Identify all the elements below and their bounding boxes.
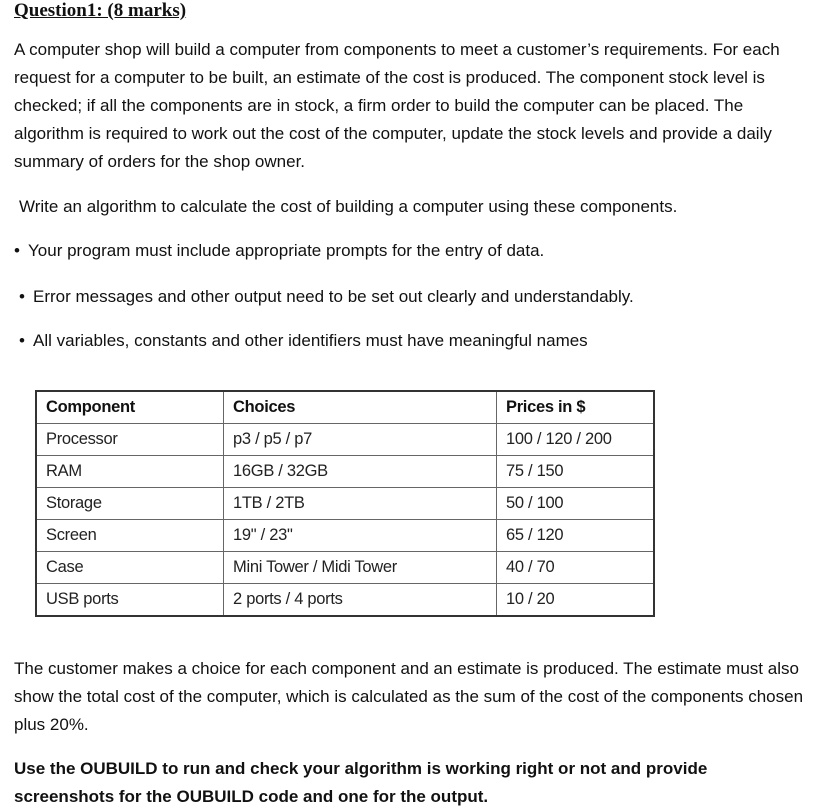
bullet-icon: • <box>14 241 20 260</box>
header-choices: Choices <box>224 391 497 424</box>
requirement-text: Your program must include appropriate prompts for the entry of data. <box>28 241 545 260</box>
estimate-paragraph: The customer makes a choice for each component and an estimate is produced. The estimate must also show the total cost of the computer, which is calculated as the sum of the cost of the components chosen plus 20%. <box>14 659 804 734</box>
choices-cell: 16GB / 32GB <box>224 456 497 488</box>
prices-cell: 10 / 20 <box>496 584 654 617</box>
header-component: Component <box>36 391 224 424</box>
component-cell: Case <box>36 552 224 584</box>
prices-cell: 75 / 150 <box>496 456 654 488</box>
table-row <box>36 584 654 617</box>
choices-cell: 2 ports / 4 ports <box>224 584 497 617</box>
question-heading: Question1: (8 marks) <box>14 0 187 21</box>
prices-cell: 100 / 120 / 200 <box>496 424 654 456</box>
components-table <box>35 390 655 617</box>
prices-cell: 50 / 100 <box>496 488 654 520</box>
prices-cell: 40 / 70 <box>496 552 654 584</box>
choices-cell: 1TB / 2TB <box>224 488 497 520</box>
task-paragraph: Write an algorithm to calculate the cost of building a computer using these components. <box>19 197 678 216</box>
choices-cell: p3 / p5 / p7 <box>224 424 497 456</box>
requirement-bullet <box>19 283 634 311</box>
bullet-icon: • <box>19 331 25 350</box>
table-row <box>36 552 654 584</box>
intro-paragraph: A computer shop will build a computer from components to meet a customer’s requirements. For each request for a computer to be built, an estimate of the cost is produced. The component stock level is checked; if all the components are in stock, a firm order to build the computer can be placed. The algorithm is required to work out the cost of the computer, update the stock levels and provide a daily summary of orders for the shop owner. <box>14 40 780 171</box>
table-header-row <box>36 391 654 424</box>
table-row <box>36 456 654 488</box>
choices-cell: 19" / 23" <box>224 520 497 552</box>
component-cell: USB ports <box>36 584 224 617</box>
requirement-bullet <box>19 327 588 355</box>
table-row <box>36 488 654 520</box>
requirement-text: All variables, constants and other identifiers must have meaningful names <box>33 331 588 350</box>
header-prices: Prices in $ <box>496 391 654 424</box>
component-cell: RAM <box>36 456 224 488</box>
choices-cell: Mini Tower / Midi Tower <box>224 552 497 584</box>
table-row <box>36 424 654 456</box>
instruction-paragraph: Use the OUBUILD to run and check your algorithm is working right or not and provide screenshots for the OUBUILD code and one for the output. <box>14 759 708 806</box>
component-cell: Storage <box>36 488 224 520</box>
requirement-text: Error messages and other output need to be set out clearly and understandably. <box>33 287 634 306</box>
table-row <box>36 520 654 552</box>
component-cell: Processor <box>36 424 224 456</box>
prices-cell: 65 / 120 <box>496 520 654 552</box>
component-cell: Screen <box>36 520 224 552</box>
requirement-bullet <box>14 237 544 265</box>
bullet-icon: • <box>19 287 25 306</box>
